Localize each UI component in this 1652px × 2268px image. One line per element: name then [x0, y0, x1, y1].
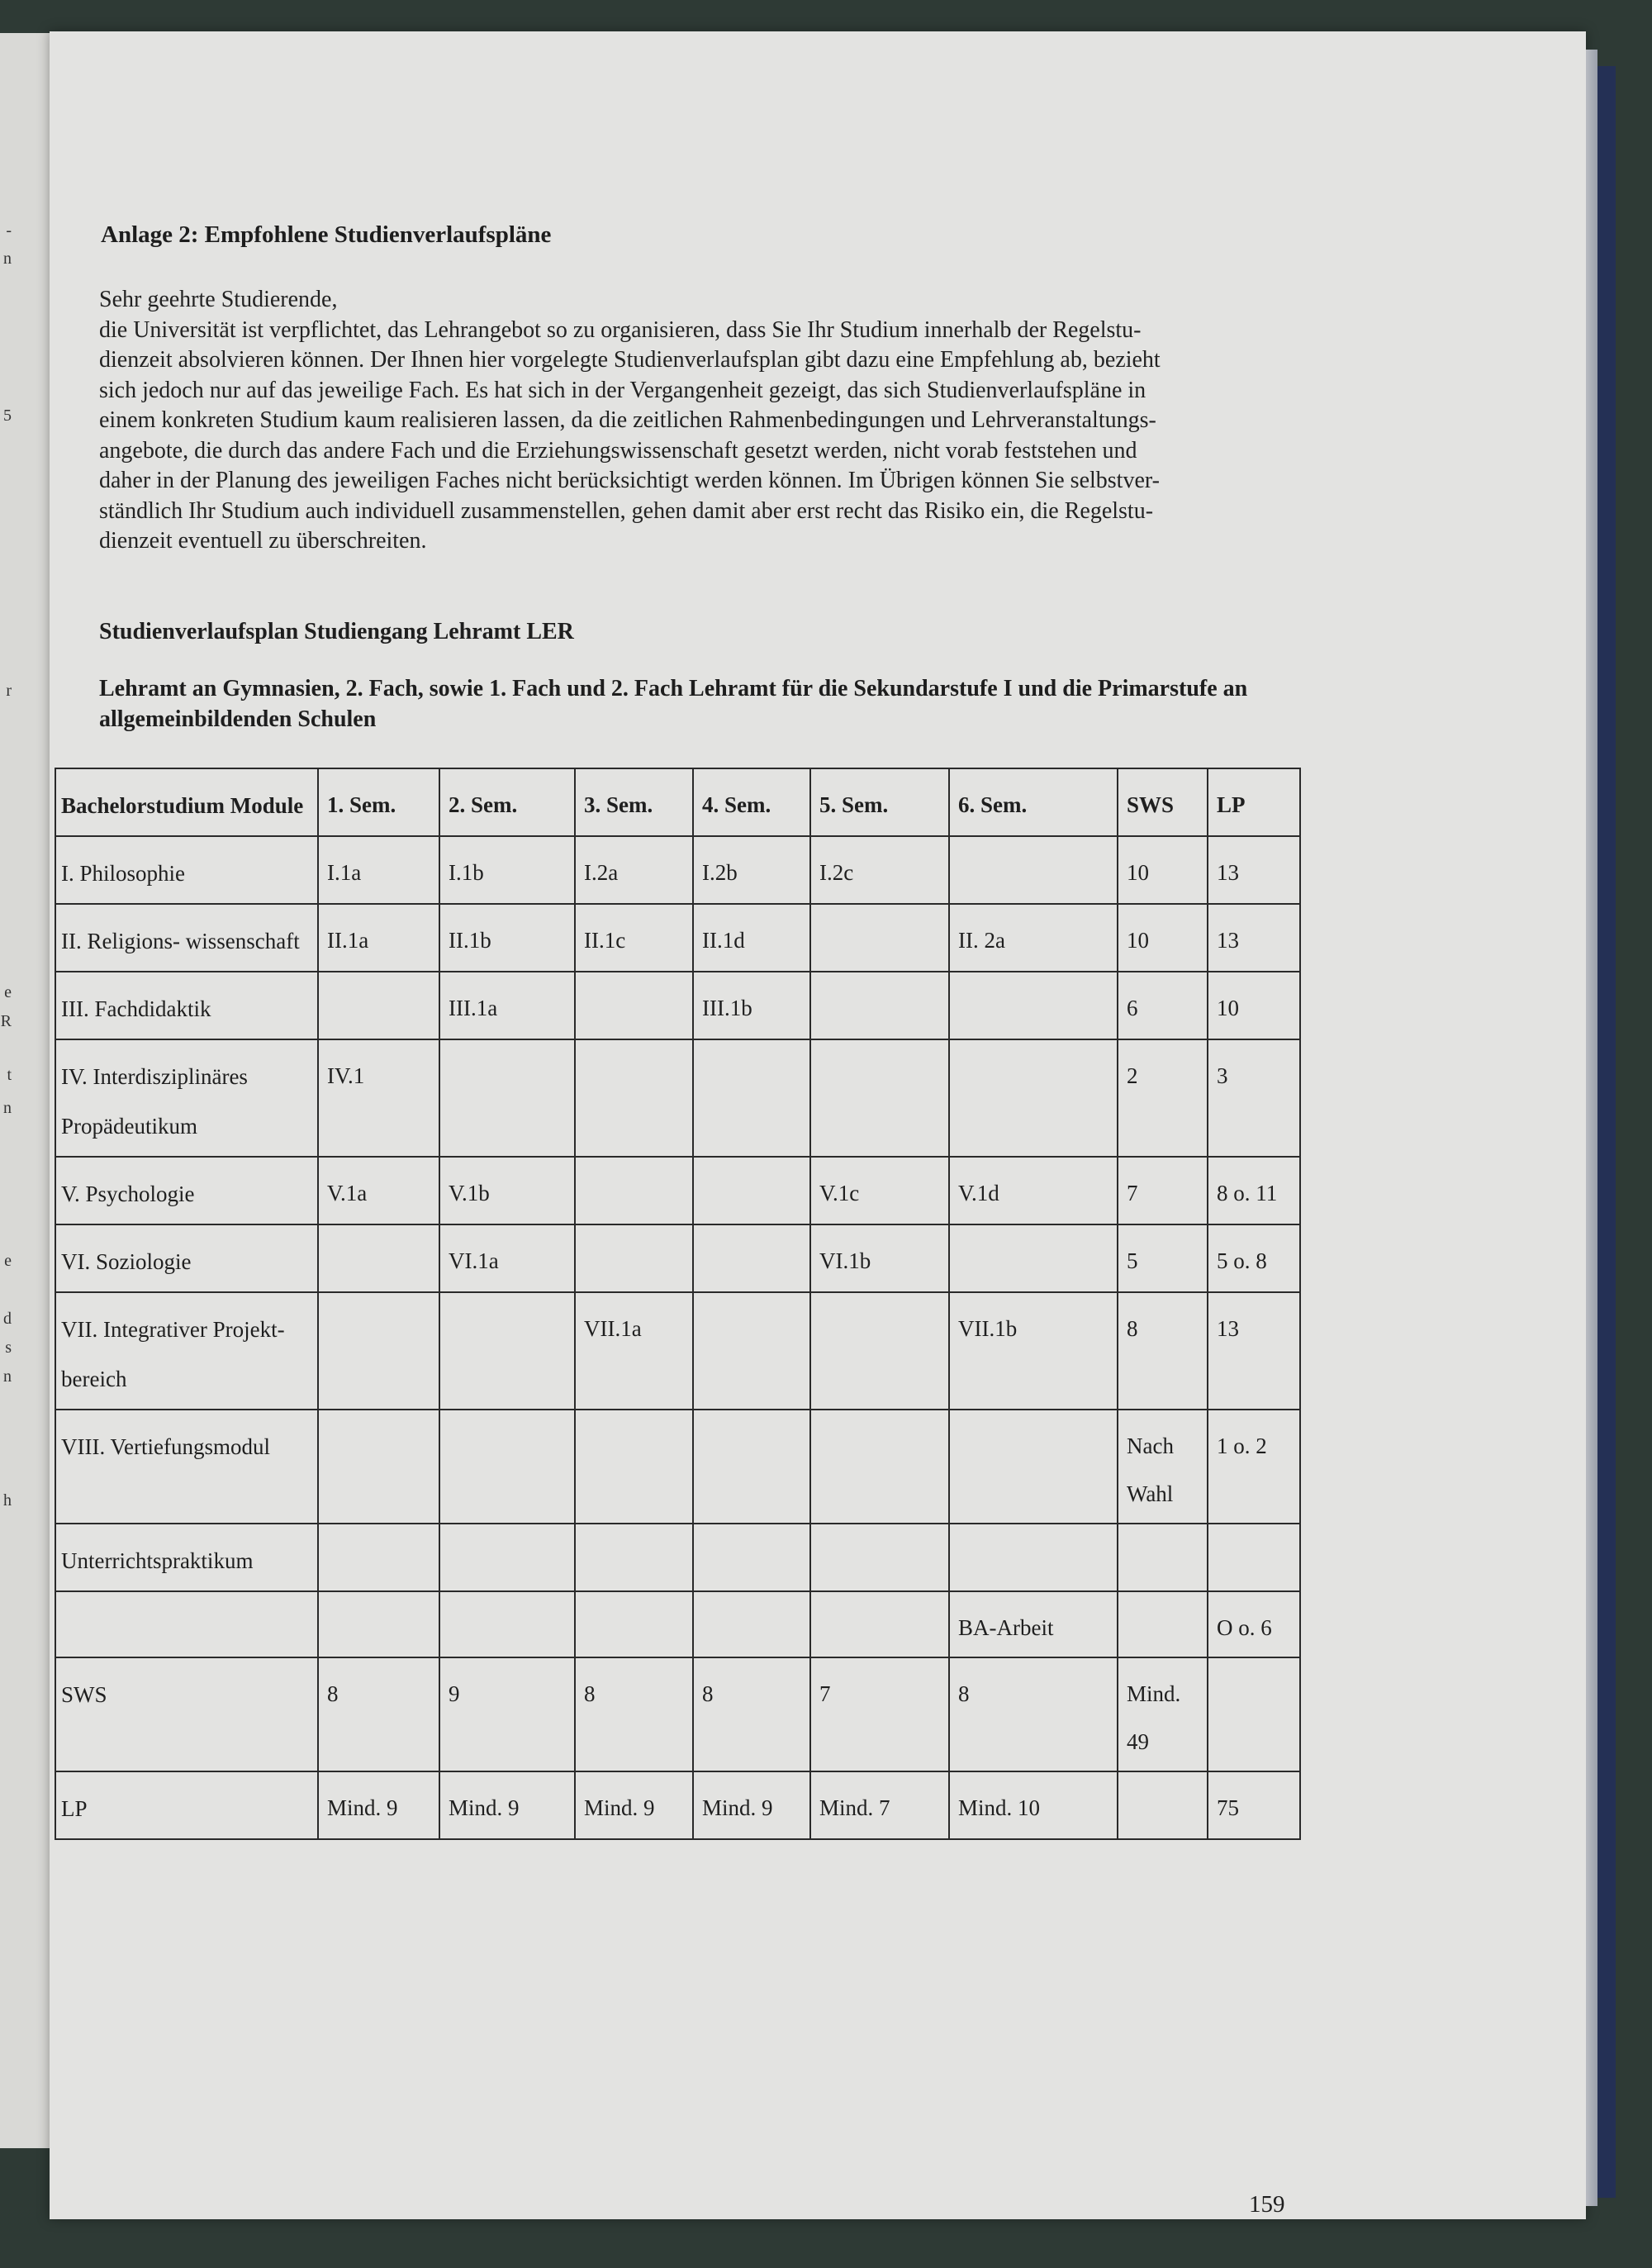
- table-cell: [1208, 1657, 1300, 1771]
- page-title: Anlage 2: Empfohlene Studienverlaufspläne: [101, 221, 552, 248]
- table-cell: I.1a: [318, 836, 439, 904]
- module-name-cell: [55, 1591, 318, 1657]
- module-name-cell: III. Fachdidaktik: [55, 972, 318, 1039]
- table-cell: 8: [693, 1657, 810, 1771]
- table-cell: [810, 1292, 949, 1410]
- table-header-row: [55, 768, 1300, 836]
- table-cell: 3: [1208, 1039, 1300, 1157]
- table-cell: Mind. 9: [439, 1771, 575, 1839]
- table-cell: [1208, 1524, 1300, 1591]
- table-cell: Mind. 9: [575, 1771, 693, 1839]
- intro-line: daher in der Planung des jeweiligen Faches nicht berücksichtigt werden können. Im Übrigen können Sie selbstver-: [99, 468, 1160, 493]
- table-row: [55, 1410, 1300, 1524]
- table-cell: [575, 1591, 693, 1657]
- table-row: [55, 1224, 1300, 1292]
- table-cell: [693, 1157, 810, 1224]
- table-cell: [693, 1591, 810, 1657]
- table-cell: [810, 1524, 949, 1591]
- table-cell: II.1c: [575, 904, 693, 972]
- table-cell: IV.1: [318, 1039, 439, 1157]
- table-cell: [949, 836, 1118, 904]
- table-cell: 1 o. 2: [1208, 1410, 1300, 1524]
- table-cell: 10: [1118, 904, 1208, 972]
- column-header: 2. Sem.: [439, 768, 575, 836]
- table-cell: [949, 1524, 1118, 1591]
- intro-line: dienzeit eventuell zu überschreiten.: [99, 528, 427, 554]
- table-cell: [949, 1224, 1118, 1292]
- column-header: SWS: [1118, 768, 1208, 836]
- table-cell: 5: [1118, 1224, 1208, 1292]
- table-cell: [1118, 1524, 1208, 1591]
- table-cell: [949, 972, 1118, 1039]
- table-cell: II.1a: [318, 904, 439, 972]
- table-cell: II.1d: [693, 904, 810, 972]
- table-cell: [575, 1524, 693, 1591]
- intro-line: die Universität ist verpflichtet, das Lehrangebot so zu organisieren, dass Sie Ihr Studium innerhalb der Regelstu-: [99, 316, 1142, 343]
- table-cell: I.2a: [575, 836, 693, 904]
- table-cell: [575, 1039, 693, 1157]
- table-row: [55, 1591, 1300, 1657]
- module-name-cell: VII. Integrativer Projekt- bereich: [55, 1292, 318, 1410]
- column-header: 6. Sem.: [949, 768, 1118, 836]
- table-cell: [318, 1524, 439, 1591]
- page-stack-edge: [1586, 50, 1597, 2206]
- table-cell: Mind. 9: [318, 1771, 439, 1839]
- column-header: 5. Sem.: [810, 768, 949, 836]
- table-row: [55, 904, 1300, 972]
- module-name-cell: II. Religions- wissenschaft: [55, 904, 318, 972]
- table-cell: 7: [810, 1657, 949, 1771]
- table-cell: VII.1a: [575, 1292, 693, 1410]
- table-cell: V.1c: [810, 1157, 949, 1224]
- table-cell: 10: [1208, 972, 1300, 1039]
- table-cell: [439, 1591, 575, 1657]
- module-name-cell: IV. Interdisziplinäres Propädeutikum: [55, 1039, 318, 1157]
- intro-line: einem konkreten Studium kaum realisieren lassen, da die zeitlichen Rahmenbedingungen und Lehrveranstaltungs-: [99, 407, 1156, 433]
- module-name-cell: SWS: [55, 1657, 318, 1771]
- intro-paragraph: [99, 285, 1293, 557]
- module-name-cell: V. Psychologie: [55, 1157, 318, 1224]
- table-row: [55, 1039, 1300, 1157]
- table-row: [55, 1771, 1300, 1839]
- table-row: [55, 1524, 1300, 1591]
- table-cell: [810, 1410, 949, 1524]
- book-cover-edge: [1597, 66, 1616, 2198]
- facing-page-edge: - n 5 r e R t n e d s n h: [0, 33, 50, 2148]
- table-cell: [693, 1224, 810, 1292]
- table-cell: [810, 904, 949, 972]
- table-row: [55, 972, 1300, 1039]
- table-cell: [575, 1157, 693, 1224]
- table-cell: VI.1a: [439, 1224, 575, 1292]
- table-cell: [439, 1524, 575, 1591]
- table-cell: [1118, 1771, 1208, 1839]
- intro-line: ständlich Ihr Studium auch individuell zusammenstellen, gehen damit aber erst recht das Risiko ein, die Regelstu-: [99, 497, 1154, 524]
- column-header: 1. Sem.: [318, 768, 439, 836]
- table-cell: [318, 1410, 439, 1524]
- table-row: [55, 1157, 1300, 1224]
- table-cell: 75: [1208, 1771, 1300, 1839]
- module-name-cell: LP: [55, 1771, 318, 1839]
- table-row: [55, 1292, 1300, 1410]
- table-cell: 9: [439, 1657, 575, 1771]
- intro-line: Sehr geehrte Studierende,: [99, 287, 338, 312]
- table-cell: 13: [1208, 1292, 1300, 1410]
- table-cell: Mind. 7: [810, 1771, 949, 1839]
- table-cell: 8: [575, 1657, 693, 1771]
- table-cell: [693, 1039, 810, 1157]
- table-cell: I.1b: [439, 836, 575, 904]
- module-name-cell: Unterrichtspraktikum: [55, 1524, 318, 1591]
- table-cell: II. 2a: [949, 904, 1118, 972]
- table-cell: [575, 1410, 693, 1524]
- table-cell: [318, 1292, 439, 1410]
- section-heading: Lehramt an Gymnasien, 2. Fach, sowie 1. Fach und 2. Fach Lehramt für die Sekundarstufe I und die Primarstufe an allgemeinbildenden Schulen: [99, 676, 1248, 732]
- table-cell: 13: [1208, 836, 1300, 904]
- table-cell: [318, 1224, 439, 1292]
- table-cell: [575, 972, 693, 1039]
- table-cell: [949, 1410, 1118, 1524]
- column-header: LP: [1208, 768, 1300, 836]
- page-number: 159: [1249, 2191, 1285, 2218]
- table-cell: I.2c: [810, 836, 949, 904]
- table-cell: [810, 1039, 949, 1157]
- column-header: Bachelorstudium Module: [55, 768, 318, 836]
- table-cell: VII.1b: [949, 1292, 1118, 1410]
- table-cell: Mind. 10: [949, 1771, 1118, 1839]
- table-cell: 8: [949, 1657, 1118, 1771]
- table-row: [55, 1657, 1300, 1771]
- table-cell: [439, 1039, 575, 1157]
- table-cell: 7: [1118, 1157, 1208, 1224]
- table-cell: 10: [1118, 836, 1208, 904]
- table-cell: [949, 1039, 1118, 1157]
- table-row: [55, 836, 1300, 904]
- table-cell: 13: [1208, 904, 1300, 972]
- table-cell: [575, 1224, 693, 1292]
- column-header: 3. Sem.: [575, 768, 693, 836]
- table-cell: II.1b: [439, 904, 575, 972]
- table-cell: [693, 1292, 810, 1410]
- table-cell: 6: [1118, 972, 1208, 1039]
- column-header: 4. Sem.: [693, 768, 810, 836]
- table-cell: 8 o. 11: [1208, 1157, 1300, 1224]
- table-cell: III.1b: [693, 972, 810, 1039]
- section-subtitle: Studienverlaufsplan Studiengang Lehramt LER: [99, 619, 574, 644]
- intro-line: angebote, die durch das andere Fach und die Erziehungswissenschaft gesetzt werden, nicht vorab feststehen und: [99, 437, 1137, 464]
- module-name-cell: VI. Soziologie: [55, 1224, 318, 1292]
- table-cell: 8: [1118, 1292, 1208, 1410]
- table-cell: I.2b: [693, 836, 810, 904]
- table-cell: [439, 1410, 575, 1524]
- table-cell: Mind. 49: [1118, 1657, 1208, 1771]
- table-cell: BA-Arbeit: [949, 1591, 1118, 1657]
- table-cell: O o. 6: [1208, 1591, 1300, 1657]
- table-cell: V.1a: [318, 1157, 439, 1224]
- table-cell: [693, 1410, 810, 1524]
- table-cell: [318, 972, 439, 1039]
- table-cell: [810, 1591, 949, 1657]
- table-cell: 5 o. 8: [1208, 1224, 1300, 1292]
- intro-line: sich jedoch nur auf das jeweilige Fach. Es hat sich in der Vergangenheit gezeigt, das sich Studienverlaufspläne in: [99, 377, 1146, 403]
- module-name-cell: VIII. Vertiefungsmodul: [55, 1410, 318, 1524]
- table-cell: [810, 972, 949, 1039]
- table-cell: 8: [318, 1657, 439, 1771]
- table-cell: [318, 1591, 439, 1657]
- table-cell: [439, 1292, 575, 1410]
- table-cell: Nach Wahl: [1118, 1410, 1208, 1524]
- table-cell: [693, 1524, 810, 1591]
- table-cell: VI.1b: [810, 1224, 949, 1292]
- study-plan-table: [55, 768, 1301, 1840]
- table-cell: [1118, 1591, 1208, 1657]
- intro-line: dienzeit absolvieren können. Der Ihnen hier vorgelegte Studienverlaufsplan gibt dazu eine Empfehlung ab, bezieht: [99, 347, 1161, 373]
- module-name-cell: I. Philosophie: [55, 836, 318, 904]
- table-cell: V.1d: [949, 1157, 1118, 1224]
- table-cell: III.1a: [439, 972, 575, 1039]
- table-cell: Mind. 9: [693, 1771, 810, 1839]
- table-cell: 2: [1118, 1039, 1208, 1157]
- table-cell: V.1b: [439, 1157, 575, 1224]
